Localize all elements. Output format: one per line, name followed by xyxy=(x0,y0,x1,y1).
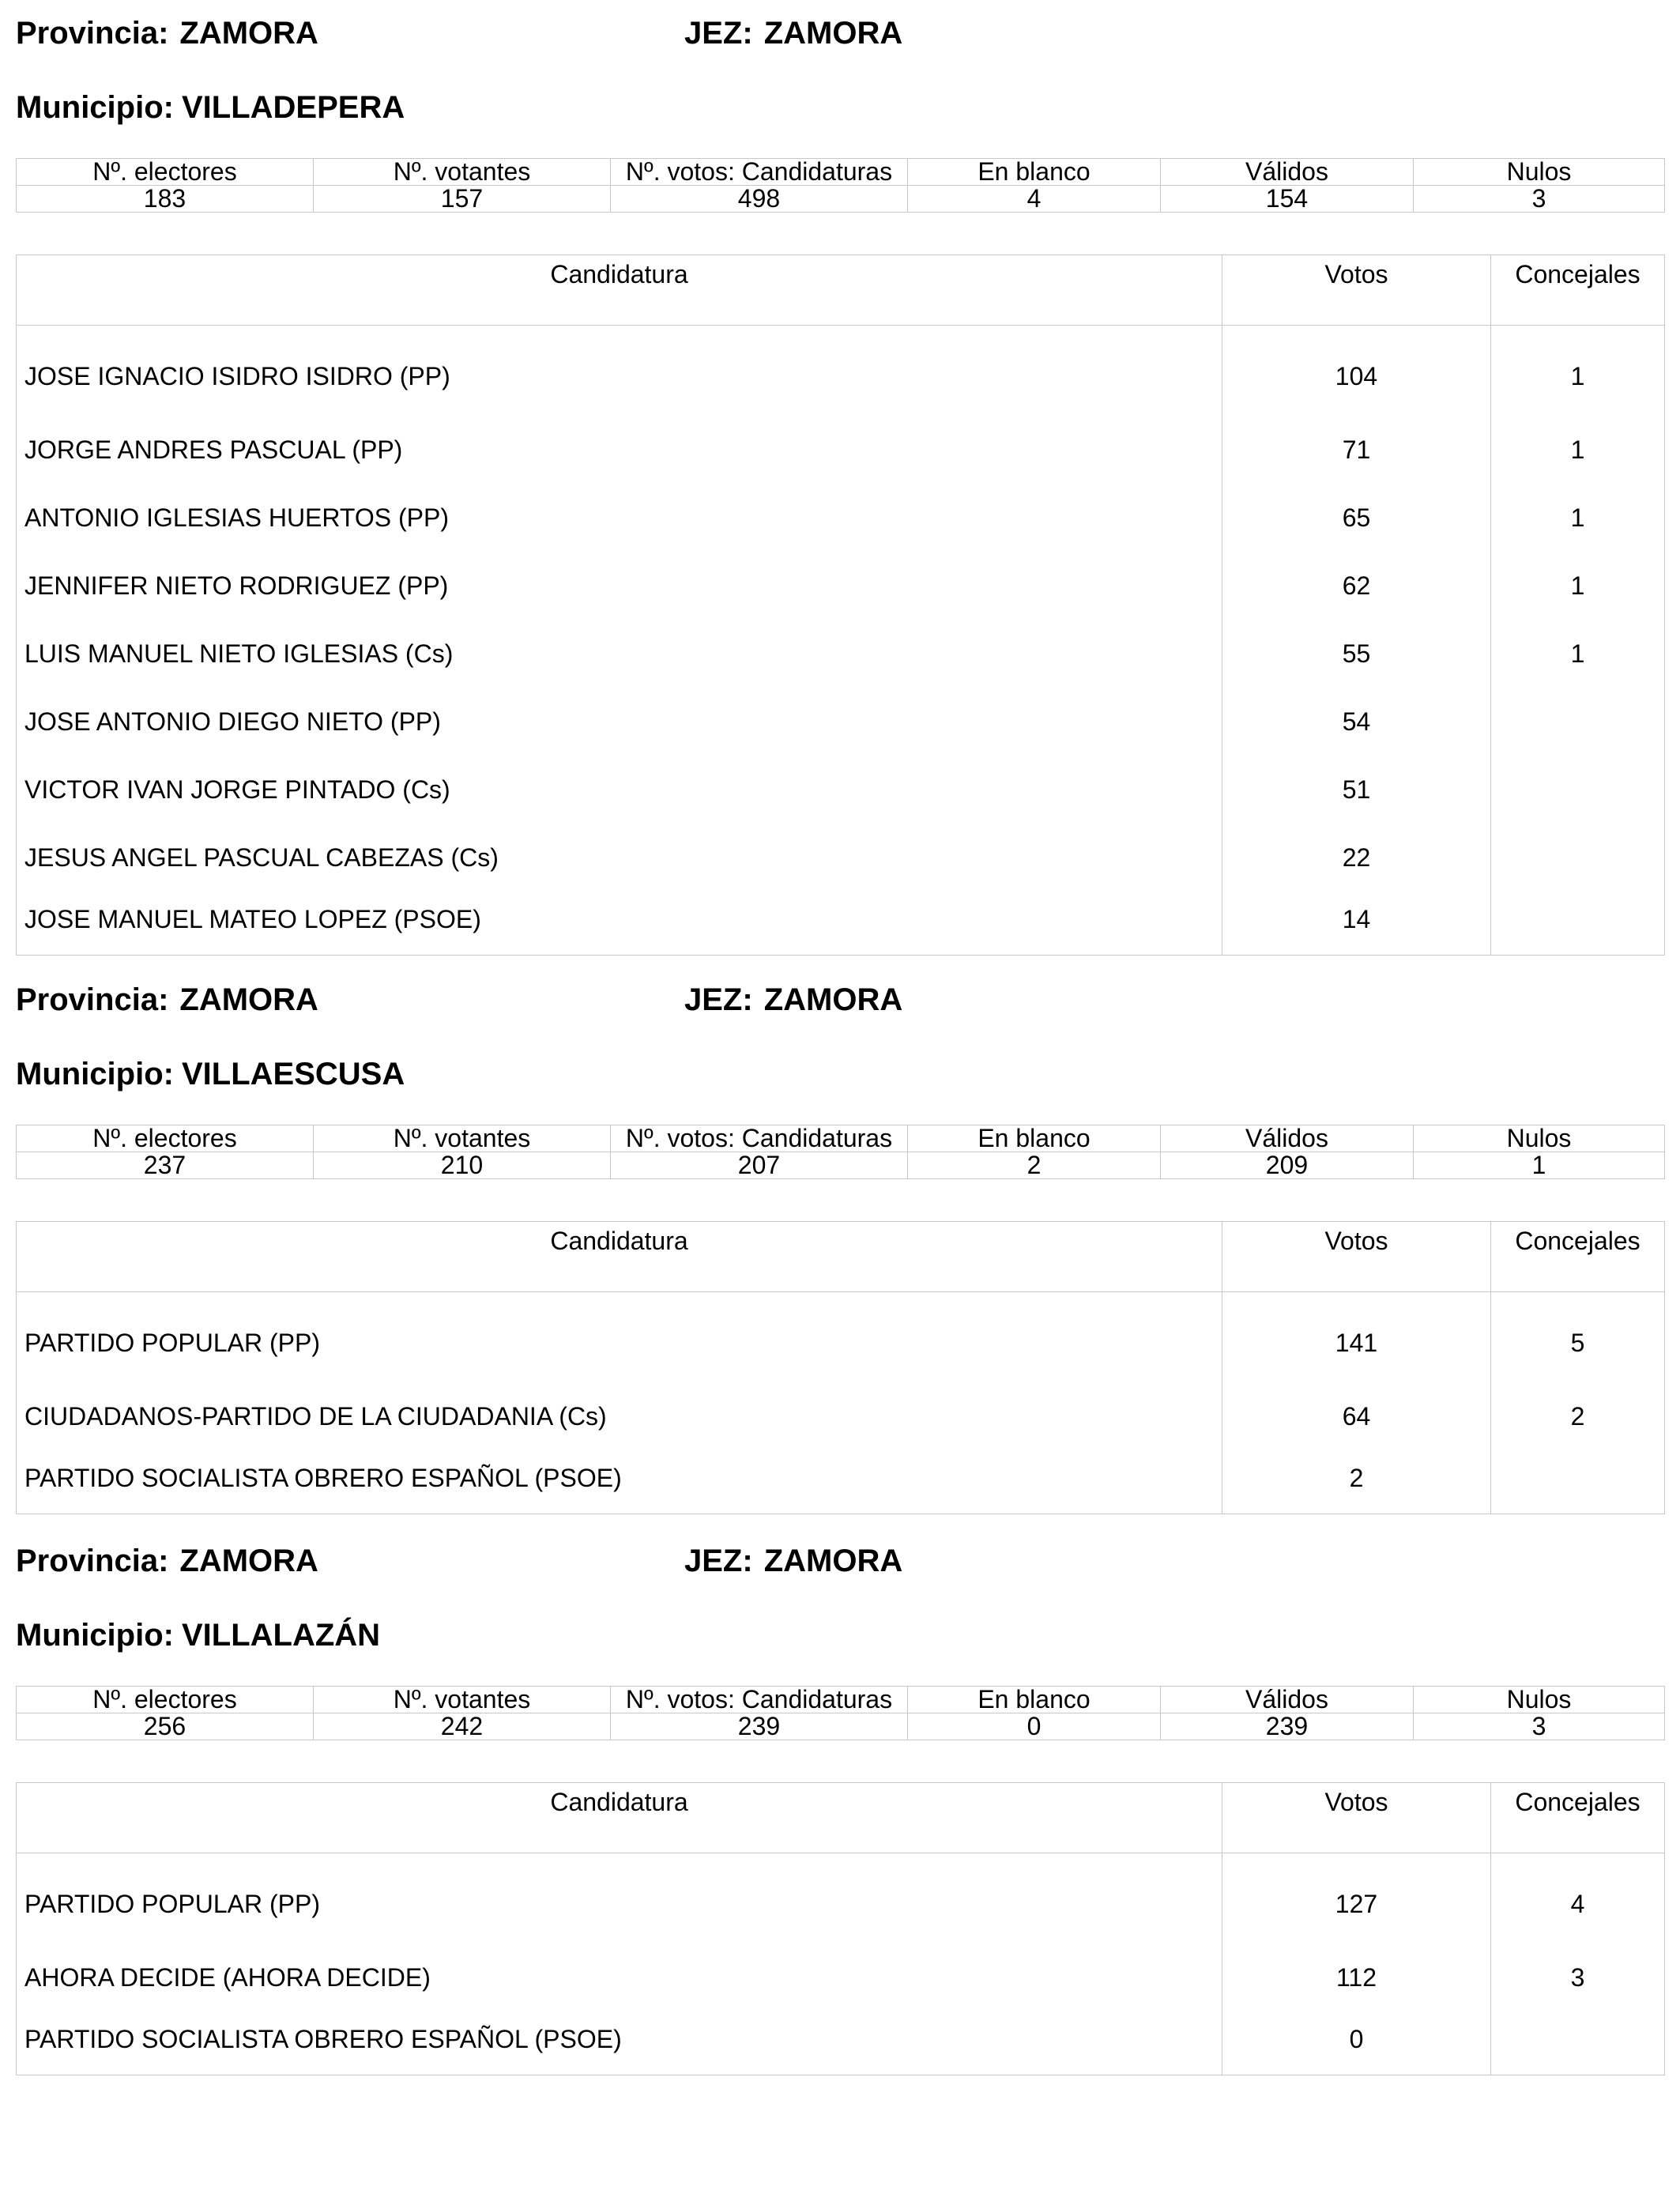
candidate-name: CIUDADANOS-PARTIDO DE LA CIUDADANIA (Cs) xyxy=(17,1382,1222,1450)
summary-header: Nulos xyxy=(1414,1687,1665,1713)
candidate-name: PARTIDO SOCIALISTA OBRERO ESPAÑOL (PSOE) xyxy=(17,1450,1222,1514)
summary-header-row xyxy=(17,1687,1665,1713)
candidate-concejales xyxy=(1491,756,1665,824)
jez-heading: JEZ: ZAMORA xyxy=(684,1544,903,1578)
candidate-concejales: 1 xyxy=(1491,620,1665,688)
summary-value: 498 xyxy=(611,186,908,213)
summary-value: 154 xyxy=(1161,186,1414,213)
provincia-value: ZAMORA xyxy=(179,1544,318,1578)
summary-header: Nº. votantes xyxy=(314,1125,611,1152)
summary-value: 0 xyxy=(908,1713,1161,1740)
votos-header: Votos xyxy=(1222,255,1491,326)
candidate-votos: 55 xyxy=(1222,620,1491,688)
summary-header: En blanco xyxy=(908,1125,1161,1152)
summary-header: Válidos xyxy=(1161,159,1414,186)
candidate-votos: 62 xyxy=(1222,552,1491,620)
candidate-name: VICTOR IVAN JORGE PINTADO (Cs) xyxy=(17,756,1222,824)
summary-value-row xyxy=(17,186,1665,213)
candidate-votos: 14 xyxy=(1222,892,1491,956)
provincia-heading: Provincia: ZAMORA xyxy=(16,982,318,1017)
candidate-row xyxy=(17,1853,1665,1944)
candidate-row xyxy=(17,326,1665,417)
provincia-value: ZAMORA xyxy=(179,16,318,51)
candidates-table xyxy=(16,1782,1665,2075)
summary-value: 1 xyxy=(1414,1152,1665,1179)
candidate-row xyxy=(17,416,1665,484)
concejales-header: Concejales xyxy=(1491,255,1665,326)
candidate-name: AHORA DECIDE (AHORA DECIDE) xyxy=(17,1943,1222,2011)
municipio-heading: Municipio: VILLADEPERA xyxy=(16,90,405,125)
summary-header: En blanco xyxy=(908,1687,1161,1713)
candidate-name: JORGE ANDRES PASCUAL (PP) xyxy=(17,416,1222,484)
candidate-name: JOSE ANTONIO DIEGO NIETO (PP) xyxy=(17,688,1222,756)
candidate-concejales: 3 xyxy=(1491,1943,1665,2011)
candidate-name: ANTONIO IGLESIAS HUERTOS (PP) xyxy=(17,484,1222,552)
provincia-heading: Provincia: ZAMORA xyxy=(16,16,318,51)
candidate-concejales: 1 xyxy=(1491,552,1665,620)
summary-header: Nº. votantes xyxy=(314,1687,611,1713)
summary-value: 242 xyxy=(314,1713,611,1740)
candidate-name: PARTIDO POPULAR (PP) xyxy=(17,1292,1222,1383)
candidates-header-row xyxy=(17,255,1665,326)
summary-header: Nulos xyxy=(1414,1125,1665,1152)
summary-header: Nº. electores xyxy=(17,159,314,186)
candidates-table xyxy=(16,1221,1665,1514)
candidatura-header: Candidatura xyxy=(17,1222,1222,1292)
candidates-table xyxy=(16,254,1665,956)
jez-value: ZAMORA xyxy=(763,16,903,51)
candidate-concejales xyxy=(1491,1450,1665,1514)
summary-table xyxy=(16,158,1665,213)
candidate-votos: 54 xyxy=(1222,688,1491,756)
candidate-votos: 64 xyxy=(1222,1382,1491,1450)
summary-header: Nulos xyxy=(1414,159,1665,186)
candidate-name: JOSE IGNACIO ISIDRO ISIDRO (PP) xyxy=(17,326,1222,417)
candidatura-header: Candidatura xyxy=(17,1783,1222,1853)
candidate-votos: 51 xyxy=(1222,756,1491,824)
votos-header: Votos xyxy=(1222,1222,1491,1292)
concejales-header: Concejales xyxy=(1491,1222,1665,1292)
summary-header: Nº. votos: Candidaturas xyxy=(611,1125,908,1152)
summary-value-row xyxy=(17,1713,1665,1740)
summary-value: 210 xyxy=(314,1152,611,1179)
summary-value: 157 xyxy=(314,186,611,213)
candidate-concejales: 1 xyxy=(1491,484,1665,552)
candidate-votos: 71 xyxy=(1222,416,1491,484)
candidate-row xyxy=(17,1450,1665,1514)
candidate-concejales: 1 xyxy=(1491,416,1665,484)
jez-value: ZAMORA xyxy=(763,1544,903,1578)
candidate-row xyxy=(17,484,1665,552)
candidate-concejales: 1 xyxy=(1491,326,1665,417)
candidate-row xyxy=(17,552,1665,620)
candidate-row xyxy=(17,824,1665,892)
candidate-votos: 22 xyxy=(1222,824,1491,892)
candidate-votos: 112 xyxy=(1222,1943,1491,2011)
candidate-votos: 141 xyxy=(1222,1292,1491,1383)
municipio-value: VILLAESCUSA xyxy=(181,1057,405,1091)
candidate-concejales xyxy=(1491,2011,1665,2075)
summary-value: 256 xyxy=(17,1713,314,1740)
summary-value: 3 xyxy=(1414,1713,1665,1740)
municipio-heading: Municipio: VILLALAZÁN xyxy=(16,1618,381,1653)
summary-header-row xyxy=(17,1125,1665,1152)
municipio-heading: Municipio: VILLAESCUSA xyxy=(16,1057,405,1091)
summary-value: 207 xyxy=(611,1152,908,1179)
candidate-name: LUIS MANUEL NIETO IGLESIAS (Cs) xyxy=(17,620,1222,688)
municipio-value: VILLADEPERA xyxy=(181,90,405,125)
candidate-row xyxy=(17,892,1665,956)
summary-value: 3 xyxy=(1414,186,1665,213)
candidate-name: JOSE MANUEL MATEO LOPEZ (PSOE) xyxy=(17,892,1222,956)
summary-header: Válidos xyxy=(1161,1125,1414,1152)
candidate-row xyxy=(17,1943,1665,2011)
summary-value-row xyxy=(17,1152,1665,1179)
summary-header: Nº. votos: Candidaturas xyxy=(611,1687,908,1713)
candidate-name: JENNIFER NIETO RODRIGUEZ (PP) xyxy=(17,552,1222,620)
summary-value: 239 xyxy=(1161,1713,1414,1740)
summary-value: 4 xyxy=(908,186,1161,213)
candidate-concejales xyxy=(1491,688,1665,756)
candidate-row xyxy=(17,756,1665,824)
candidate-name: JESUS ANGEL PASCUAL CABEZAS (Cs) xyxy=(17,824,1222,892)
provincia-value: ZAMORA xyxy=(179,982,318,1017)
summary-table xyxy=(16,1125,1665,1179)
candidate-row xyxy=(17,620,1665,688)
summary-header: Nº. votantes xyxy=(314,159,611,186)
summary-value: 209 xyxy=(1161,1152,1414,1179)
candidate-votos: 127 xyxy=(1222,1853,1491,1944)
candidate-votos: 2 xyxy=(1222,1450,1491,1514)
summary-table xyxy=(16,1686,1665,1740)
candidate-row xyxy=(17,2011,1665,2075)
candidate-concejales xyxy=(1491,892,1665,956)
candidate-concejales: 4 xyxy=(1491,1853,1665,1944)
votos-header: Votos xyxy=(1222,1783,1491,1853)
candidates-header-row xyxy=(17,1783,1665,1853)
candidate-row xyxy=(17,688,1665,756)
jez-heading: JEZ: ZAMORA xyxy=(684,982,903,1017)
municipio-value: VILLALAZÁN xyxy=(181,1618,381,1653)
candidatura-header: Candidatura xyxy=(17,255,1222,326)
candidate-name: PARTIDO POPULAR (PP) xyxy=(17,1853,1222,1944)
provincia-heading: Provincia: ZAMORA xyxy=(16,1544,318,1578)
summary-value: 237 xyxy=(17,1152,314,1179)
concejales-header: Concejales xyxy=(1491,1783,1665,1853)
candidate-votos: 0 xyxy=(1222,2011,1491,2075)
candidate-votos: 104 xyxy=(1222,326,1491,417)
candidate-name: PARTIDO SOCIALISTA OBRERO ESPAÑOL (PSOE) xyxy=(17,2011,1222,2075)
summary-header: Nº. electores xyxy=(17,1125,314,1152)
jez-heading: JEZ: ZAMORA xyxy=(684,16,903,51)
candidate-row xyxy=(17,1292,1665,1383)
candidate-votos: 65 xyxy=(1222,484,1491,552)
candidate-concejales: 2 xyxy=(1491,1382,1665,1450)
candidate-concejales xyxy=(1491,824,1665,892)
summary-header: Nº. votos: Candidaturas xyxy=(611,159,908,186)
summary-header: Nº. electores xyxy=(17,1687,314,1713)
summary-header: En blanco xyxy=(908,159,1161,186)
summary-value: 183 xyxy=(17,186,314,213)
candidate-concejales: 5 xyxy=(1491,1292,1665,1383)
summary-header-row xyxy=(17,159,1665,186)
summary-value: 2 xyxy=(908,1152,1161,1179)
candidates-header-row xyxy=(17,1222,1665,1292)
jez-value: ZAMORA xyxy=(763,982,903,1017)
summary-header: Válidos xyxy=(1161,1687,1414,1713)
candidate-row xyxy=(17,1382,1665,1450)
summary-value: 239 xyxy=(611,1713,908,1740)
